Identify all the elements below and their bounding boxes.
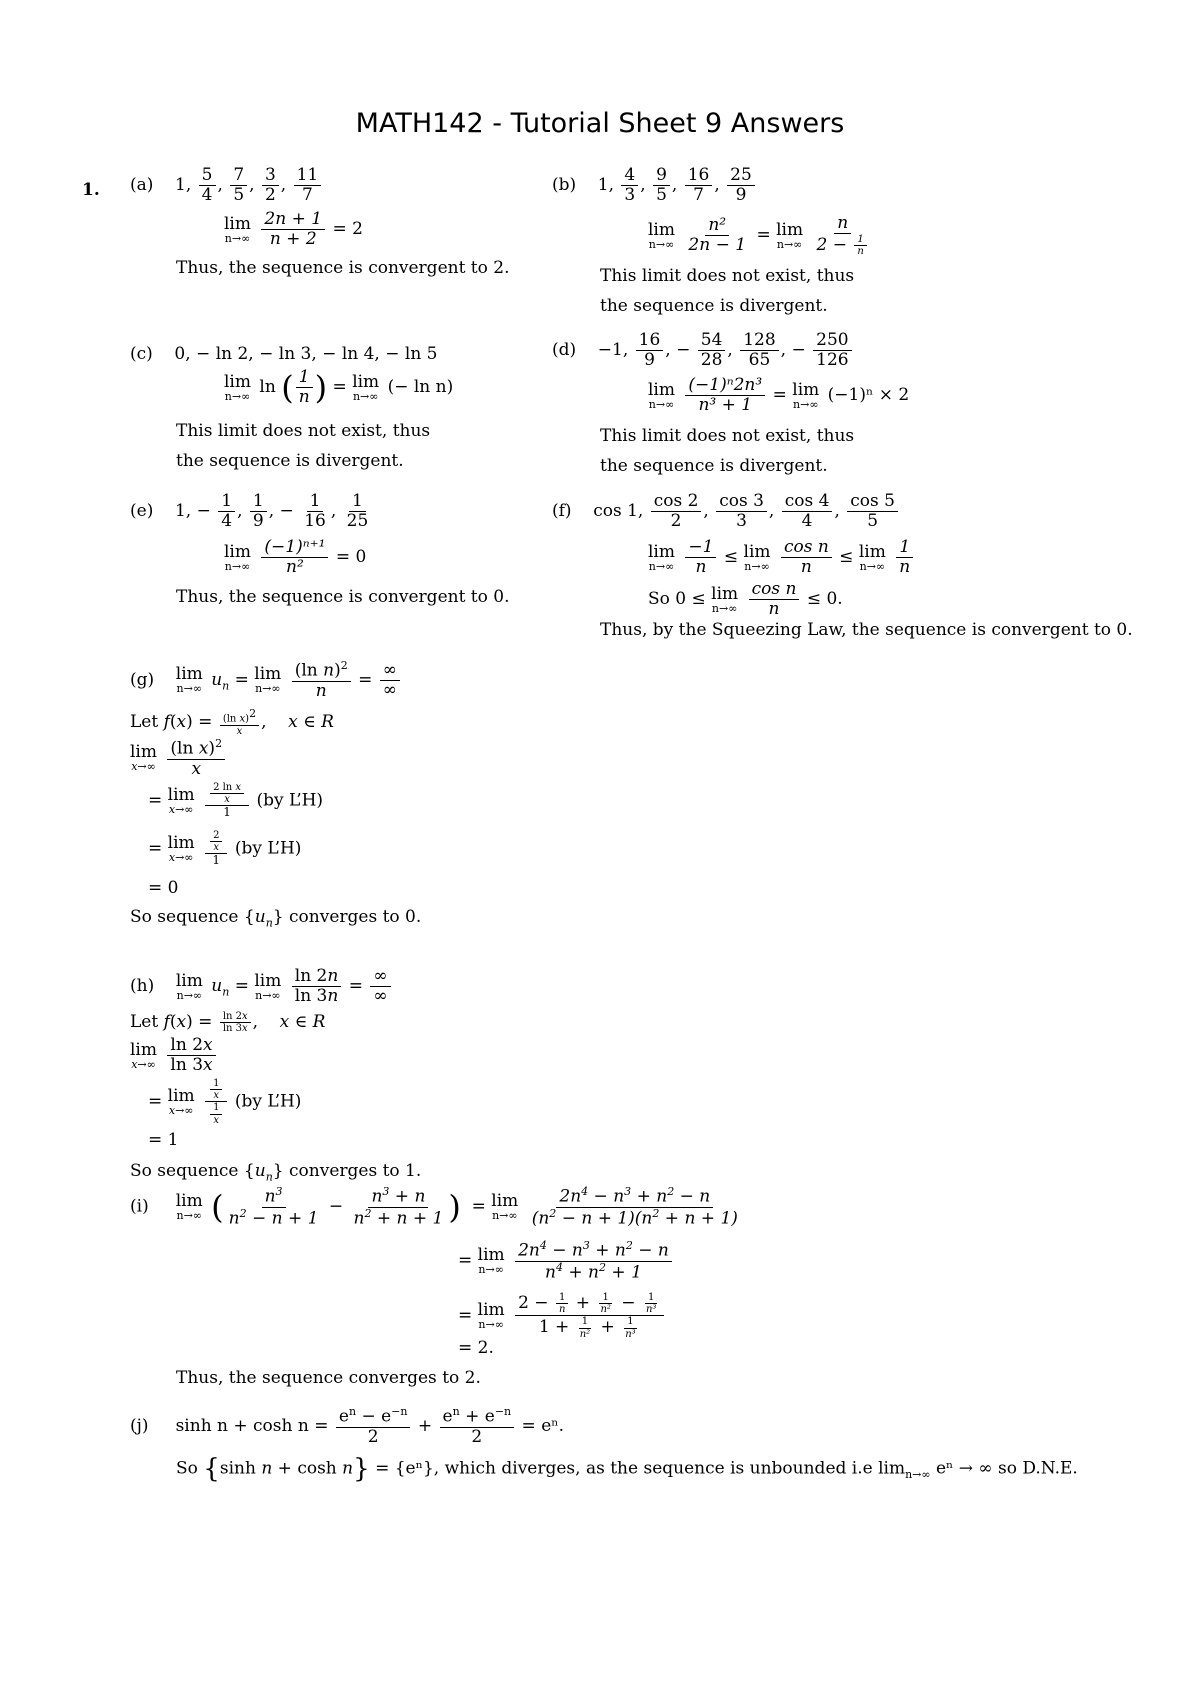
- part-c-limit: lim n→∞ ln ( $\frac{1}{n}$ ) = lim n→∞ (− ln n): [224, 367, 454, 408]
- part-b-limit: lim n→∞ $\frac{\text{n²}}{2n - 1}$ = lim n→∞ n 2 − $\frac{1}{n}$: [648, 214, 874, 257]
- part-f-squeeze: lim n→∞ $\frac{-1}{n}$ ≤ lim n→∞ $\frac{\text{cos n}}{n}$ ≤ lim n→∞ $\frac{1}{n}$: [648, 538, 915, 577]
- part-e-sequence: (e) 1, − $\frac{1}{4}$ , $\frac{1}{9}$ , − $\frac{1}{16}$ , $\frac{1}{25}$: [130, 491, 369, 532]
- page-title: MATH142 - Tutorial Sheet 9 Answers: [355, 108, 845, 139]
- part-g-step-3: = lim x→∞ $\frac{\frac{2}{x}}{1}$ (by L’H): [148, 830, 302, 868]
- part-c-conclusion-1: This limit does not exist, thus: [176, 421, 431, 441]
- part-h-step-3: = 1: [148, 1130, 179, 1150]
- part-b-sequence: (b) 1, $\frac{4}{3}$ , $\frac{9}{5}$ , $\frac{16}{7}$ , $\frac{25}{9}$: [552, 166, 757, 205]
- part-h-conclusion: So sequence $\{u_n\}$ converges to 1.: [130, 1161, 422, 1184]
- part-j-line-2: So {sinh n + cosh n} = {eⁿ}, which diverges, as the sequence is unbounded i.e $\lim_{n\to\infty} e^n$ → ∞ so D.N.E.: [176, 1454, 1078, 1484]
- question-number: 1.: [82, 180, 100, 200]
- part-d-limit: lim n→∞ $\frac{\text{(−1)ⁿ2n³}}{\text{n³ + 1}}$ = lim n→∞ (−1)ⁿ × 2: [648, 375, 910, 416]
- part-h-limit: (h) lim n→∞ $u_n$ = lim n→∞ $\frac{\ln 2n}{\ln 3n}$ = $\frac{\infty}{\infty}$: [130, 967, 393, 1006]
- part-g-limit: (g) lim n→∞ $u_n$ = lim n→∞ $\frac{(\ln n)^2}{n}$ = $\frac{\infty}{\infty}$: [130, 660, 402, 701]
- part-g-let: Let f(x) = $\frac{(\ln x)^2}{x}$ , x ∈ R: [130, 707, 334, 737]
- part-h-step-1: lim x→∞ $\frac{\ln 2x}{\ln 3x}$: [130, 1036, 218, 1075]
- part-h-step-2: = lim x→∞ $\frac{\frac{1}{x}}{\frac{1}{x}}$ (by L’H): [148, 1078, 302, 1126]
- part-d-sequence: (d) −1, $\frac{16}{9}$ , − $\frac{54}{28}$ , $\frac{128}{65}$ , − $\frac{250}{126}$: [552, 331, 854, 370]
- part-f-so-line: So 0 ≤ lim n→∞ $\frac{\text{cos n}}{n}$ ≤ 0.: [648, 579, 843, 620]
- part-a-conclusion: Thus, the sequence is convergent to 2.: [176, 258, 510, 278]
- part-d-conclusion-2: the sequence is divergent.: [600, 456, 828, 476]
- part-b-conclusion-2: the sequence is divergent.: [600, 296, 828, 316]
- part-e-conclusion: Thus, the sequence is convergent to 0.: [176, 587, 510, 607]
- part-g-step-1: lim x→∞ $\frac{(\ln x)^2}{x}$: [130, 738, 227, 779]
- part-c-conclusion-2: the sequence is divergent.: [176, 451, 404, 471]
- part-a-sequence: (a) 1, $\frac{5}{4}$ , $\frac{7}{5}$ , $\frac{3}{2}$ , $\frac{11}{7}$: [130, 166, 323, 205]
- part-f-sequence: (f) cos 1, $\frac{\cos 2}{2}$ , $\frac{\cos 3}{3}$ , $\frac{\cos 4}{4}$ , $\frac{\cos 5}{5}$: [552, 492, 900, 531]
- part-i-conclusion: Thus, the sequence converges to 2.: [176, 1368, 481, 1388]
- part-d-conclusion-1: This limit does not exist, thus: [600, 426, 855, 446]
- part-e-limit: lim n→∞ $\frac{\text{(−1)ⁿ⁺¹}}{\text{n²}}$ = 0: [224, 537, 367, 578]
- part-i-step-3: = lim n→∞ 2 − $\frac{1}{n}$ + $\frac{1}{\text{n²}}$ − $\frac{1}{\text{n³}}$ 1 + $\frac{1}{\text{n²}}$ + $\frac{1}{\text{n³}}$: [458, 1292, 666, 1340]
- part-i-step-4: = 2.: [458, 1338, 494, 1358]
- part-f-conclusion: Thus, by the Squeezing Law, the sequence is convergent to 0.: [600, 620, 1133, 640]
- part-h-let: Let f(x) = $\frac{\ln 2x}{\ln 3x}$ , x ∈ R: [130, 1011, 326, 1035]
- part-c-sequence: (c) 0, − ln 2, − ln 3, − ln 4, − ln 5: [130, 344, 438, 364]
- part-i-step-1: (i) lim n→∞ ( $\frac{n^3}{n^2 - n + 1}$ − $\frac{n^3 + n}{n^2 + n + 1}$ ) = lim n→∞ $\frac{2n^4 - n^3 + n^2 - n}{(n^2 - n + 1)(n^2 + n + 1)}$: [130, 1185, 738, 1229]
- part-b-conclusion-1: This limit does not exist, thus: [600, 266, 855, 286]
- part-i-step-2: = lim n→∞ $\frac{2n^4 - n^3 + n^2 - n}{n^4 + n^2 + 1}$: [458, 1240, 674, 1282]
- part-j-line-1: (j) sinh n + cosh n = $\frac{e^n - e^{-n}}{2}$ + $\frac{e^n + e^{-n}}{2}$ = eⁿ.: [130, 1405, 565, 1447]
- part-g-conclusion: So sequence $\{u_n\}$ converges to 0.: [130, 907, 422, 930]
- part-g-step-4: = 0: [148, 878, 179, 898]
- part-g-step-2: = lim x→∞ $\frac{\frac{\text{2 ln x}}{x}}{1}$ (by L’H): [148, 782, 324, 820]
- part-a-limit: lim n→∞ $\frac{2n + 1}{n + 2}$ = 2: [224, 209, 363, 250]
